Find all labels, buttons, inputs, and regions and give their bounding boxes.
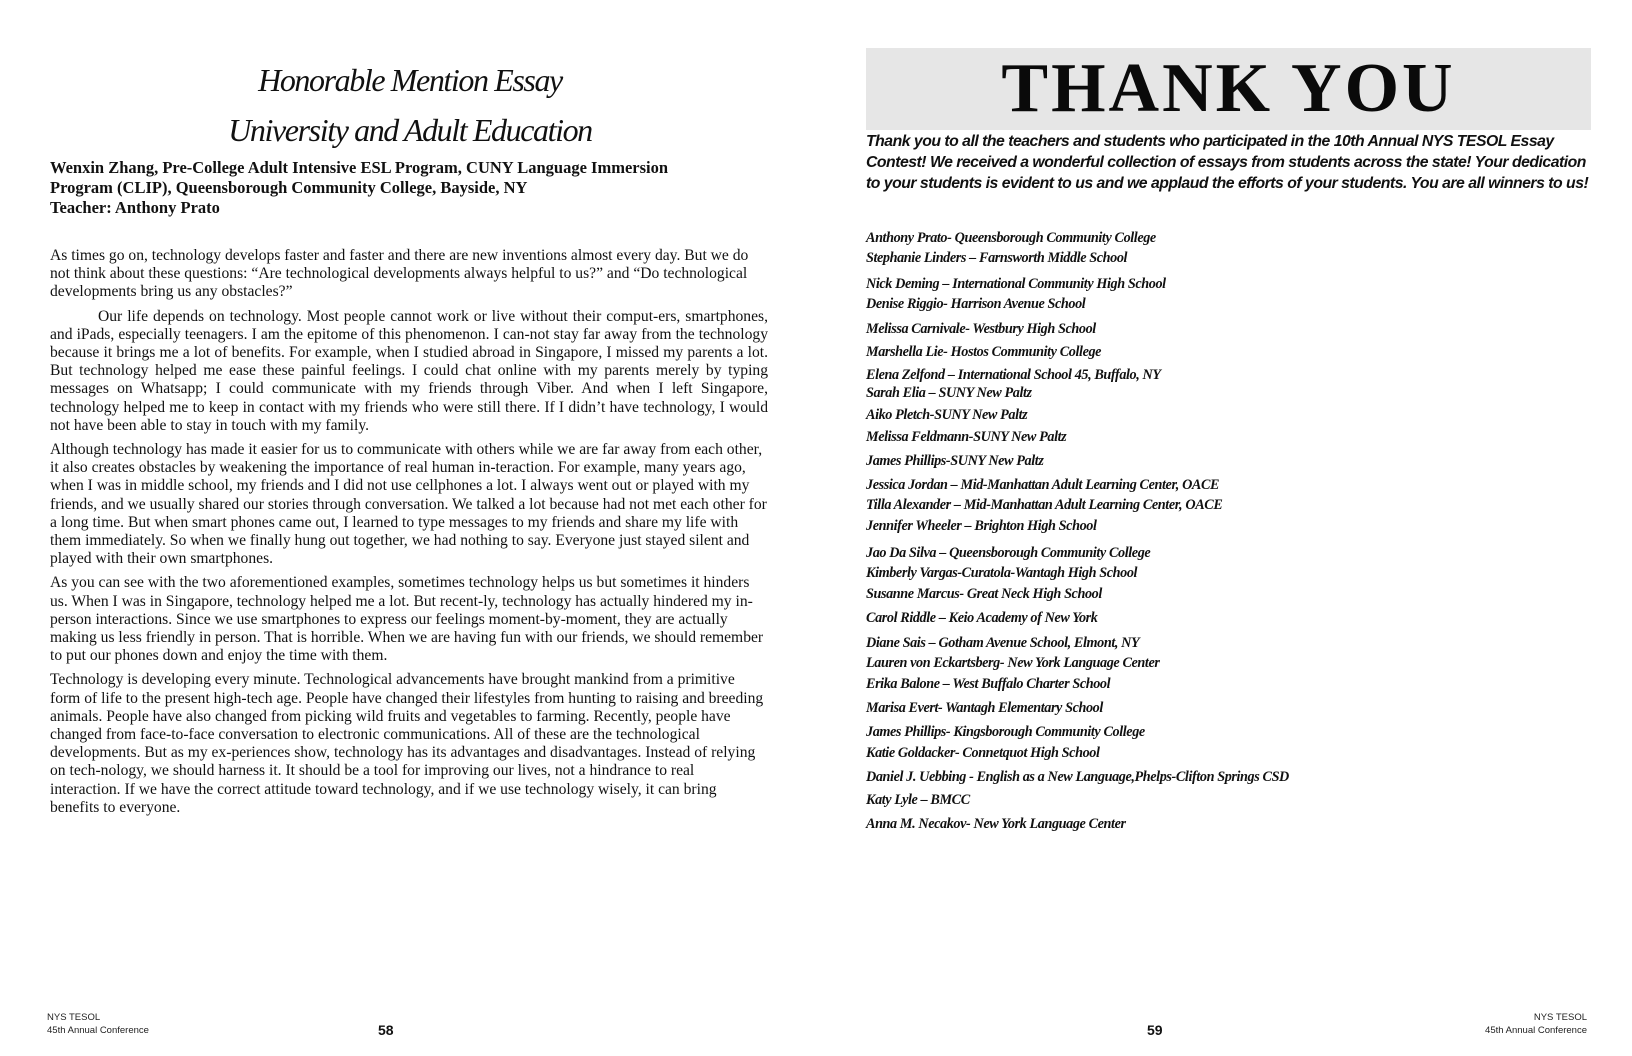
teacher-line: Teacher: Anthony Prato [50, 198, 220, 217]
page-number: 59 [1147, 1022, 1163, 1038]
footer-conference: 45th Annual Conference [1485, 1025, 1587, 1036]
right-page [816, 0, 1632, 1056]
footer-organization [47, 1011, 149, 1037]
teacher-item: Elena Zelfond – International School 45, Buffalo, NY [866, 367, 1161, 383]
teacher-item: Anna M. Necakov- New York Language Center [866, 816, 1126, 832]
essay-paragraph: As times go on, technology develops faster and faster and there are new inventions almost every day. But we do not think about these questions: “Are technological developments always helpful to us?” and “Do technological developments bring us any obstacles?” [50, 247, 749, 301]
teacher-item: Stephanie Linders – Farnsworth Middle School [866, 250, 1128, 266]
teacher-item: Aiko Pletch-SUNY New Paltz [866, 407, 1028, 423]
essay-category-title: Honorable Mention Essay [258, 62, 562, 98]
teacher-item: James Phillips-SUNY New Paltz [866, 453, 1044, 469]
teacher-item: Nick Deming – International Community High School [866, 276, 1166, 292]
teacher-item: Carol Riddle – Keio Academy of New York [866, 610, 1098, 626]
teacher-item: Lauren von Eckartsberg- New York Language Center [866, 655, 1160, 671]
teacher-item: Denise Riggio- Harrison Avenue School [866, 296, 1086, 312]
thank-you-banner [866, 48, 1591, 130]
teacher-item: Marisa Evert- Wantagh Elementary School [866, 700, 1103, 716]
thank-you-message: Thank you to all the teachers and students who participated in the 10th Annual NYS TESOL Essay Contest! We received a wonderful collection of essays from students across the state! Your dedication to your students is evident to us and we applaud the efforts of your students. You are all winners to us! [866, 133, 1589, 192]
essay-paragraph: As you can see with the two aforementioned examples, sometimes technology helps us but sometimes it hinders us. When I was in Singapore, technology helped me a lot. But recent-ly, technology has actually hindered my in-person interactions. Since we use smartphones to express our feelings moment-by-moment, they are actually making us less friendly in person. That is horrible. When we are having fun with our friends, we should remember to put our phones down and enjoy the time with them. [50, 574, 764, 665]
teacher-item: Jennifer Wheeler – Brighton High School [866, 518, 1097, 534]
teacher-item: Erika Balone – West Buffalo Charter School [866, 676, 1111, 692]
teacher-item: Katy Lyle – BMCC [866, 792, 970, 808]
teacher-item: Sarah Elia – SUNY New Paltz [866, 385, 1032, 401]
teacher-item: Daniel J. Uebbing - English as a New Language,Phelps-Clifton Springs CSD [866, 769, 1289, 785]
teacher-item: Jessica Jordan – Mid-Manhattan Adult Learning Center, OACE [866, 477, 1220, 493]
footer-organization [1485, 1011, 1587, 1037]
footer-conference: 45th Annual Conference [47, 1025, 149, 1036]
teacher-item: James Phillips- Kingsborough Community College [866, 724, 1145, 740]
teacher-item: Susanne Marcus- Great Neck High School [866, 586, 1102, 602]
essay-body [50, 247, 768, 823]
teacher-item: Anthony Prato- Queensborough Community College [866, 230, 1156, 246]
essay-paragraph: Although technology has made it easier for us to communicate with others while we are far away from each other, it also creates obstacles by weakening the importance of real human in-teraction. For example, many years ago, when I was in middle school, my friends and I did not use cellphones a lot. I always went out or played with my friends, and we usually shared our stories through conversation. We talked a lot because had not met each other for a long time. But when smart phones came out, I learned to type messages to my friends and share my life with them immediately. So when we finally hung out together, we had nothing to say. Everyone just stayed silent and played with their own smartphones. [50, 441, 767, 568]
teacher-item: Diane Sais – Gotham Avenue School, Elmont, NY [866, 635, 1140, 651]
author-info [50, 158, 780, 218]
teacher-item: Melissa Feldmann-SUNY New Paltz [866, 429, 1067, 445]
essay-paragraph: Our life depends on technology. Most people cannot work or live without their comput-ers, smartphones, and iPads, especially teenagers. I am the epitome of this phenomenon. I can-not stay far away from the technology because it brings me a lot of benefits. For example, when I studied abroad in Singapore, I missed my parents a lot. But technology helped me ease these painful feelings. I could chat online with my parents merely by typing messages on Whatsapp; I could communicate with my friends through Viber. And when I left Singapore, technology helped me to keep in contact with my friends who were still there. If I didn’t have technology, I would not have been able to stay in touch with my family. [50, 307, 768, 434]
author-line: Wenxin Zhang, Pre-College Adult Intensive ESL Program, CUNY Language Immersion [50, 158, 669, 177]
teacher-item: Katie Goldacker- Connetquot High School [866, 745, 1100, 761]
teacher-item: Tilla Alexander – Mid-Manhattan Adult Learning Center, OACE [866, 497, 1223, 513]
essay-paragraph: Technology is developing every minute. Technological advancements have brought mankind from a primitive form of life to the present high-tech age. People have changed their lifestyles from hunting to raising and breeding animals. People have also changed from picking wild fruits and vegetables to farming. Recently, people have changed from face-to-face conversation to electronic communications. All of these are the technological developments. But as my ex-periences show, technology has its advantages and disadvantages. Instead of relying on tech-nology, we should harness it. It should be a tool for improving our lives, not a hindrance to real interaction. If we have the correct attitude toward technology, and if we use technology wisely, it can bring benefits to everyone. [50, 671, 764, 816]
author-line: Program (CLIP), Queensborough Community College, Bayside, NY [50, 178, 528, 197]
teacher-item: Marshella Lie- Hostos Community College [866, 344, 1102, 360]
teacher-item: Melissa Carnivale- Westbury High School [866, 321, 1096, 337]
footer-org-name: NYS TESOL [47, 1012, 101, 1023]
page-number: 58 [378, 1022, 394, 1038]
essay-division-title: University and Adult Education [228, 112, 592, 148]
teacher-item: Jao Da Silva – Queensborough Community College [866, 545, 1151, 561]
footer-org-name: NYS TESOL [1533, 1012, 1587, 1023]
thank-you-heading: THANK YOU [1001, 50, 1456, 127]
teacher-item: Kimberly Vargas-Curatola-Wantagh High School [866, 565, 1138, 581]
